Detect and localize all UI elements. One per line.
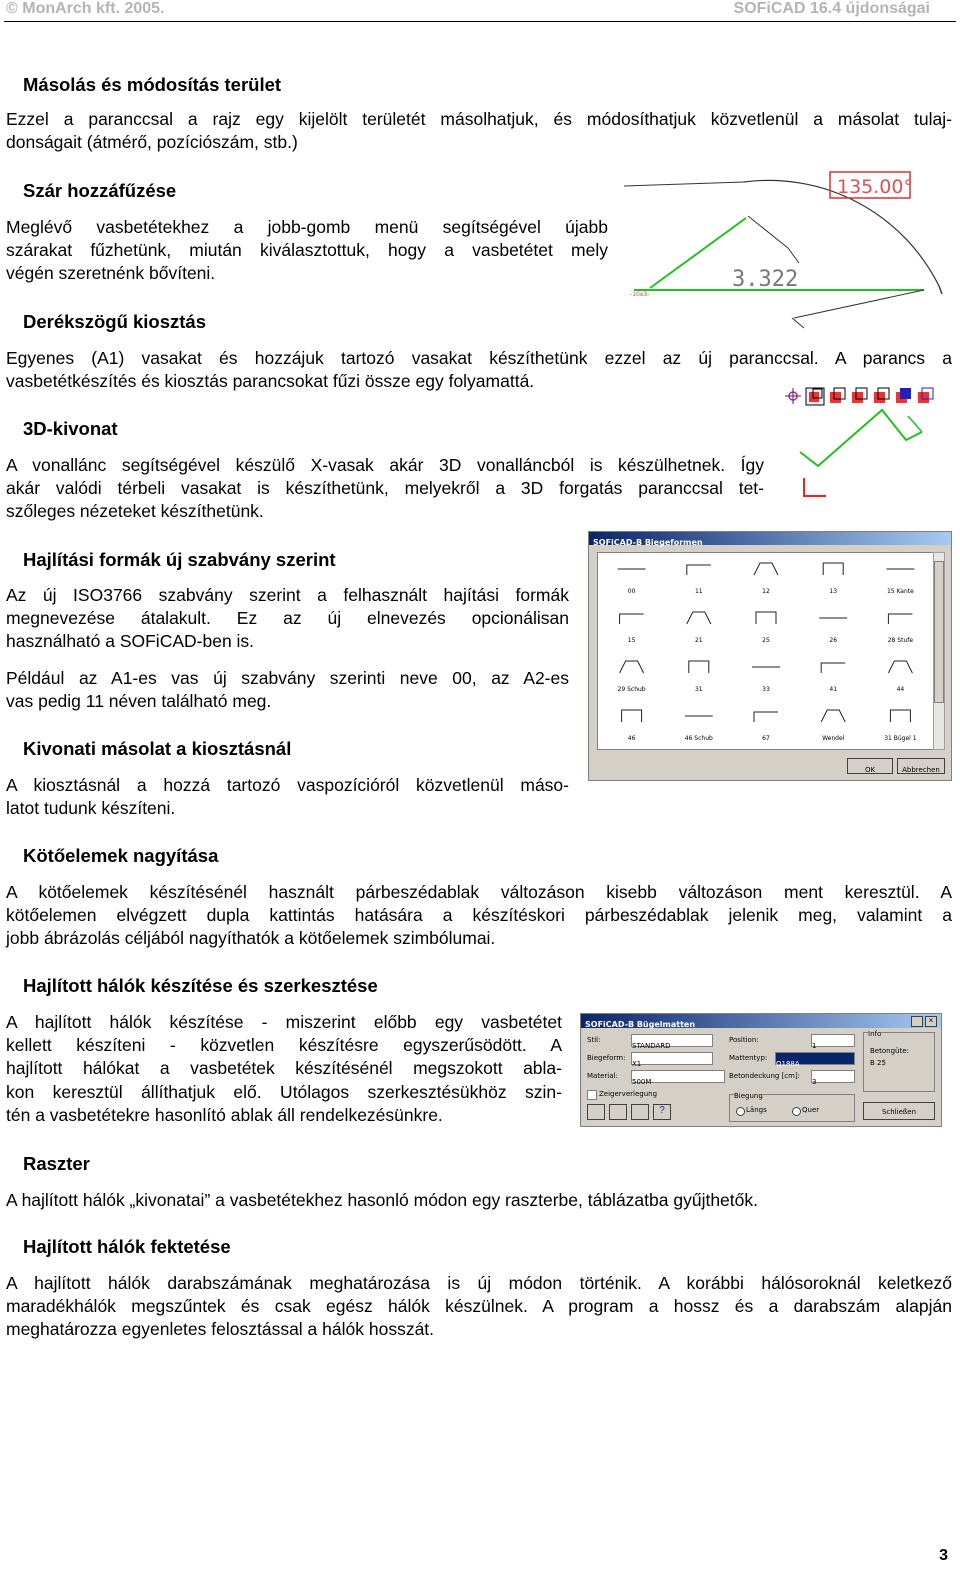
bending-form-code: 13 <box>829 588 838 595</box>
info-label: Info <box>868 1030 882 1038</box>
bending-form-code: 15 Kante <box>886 588 914 595</box>
crosshair-icon <box>785 388 801 404</box>
quer-label: Quer <box>802 1106 820 1114</box>
betondeckung-field[interactable] <box>811 1070 855 1086</box>
stil-value: STANDARD <box>632 1042 671 1050</box>
section-title-hajlitasi: Hajlítási formák új szabvány szerint <box>23 549 336 570</box>
bending-form-shape <box>756 612 776 624</box>
bending-form-code: 26 <box>829 637 838 644</box>
biegung-label: Biegung <box>734 1092 763 1100</box>
text-line: meghatározza egyenletes felosztással a hálók hosszát. <box>6 1319 435 1340</box>
mattentyp-select[interactable] <box>775 1052 855 1068</box>
red-bar <box>804 478 826 496</box>
biegeform-value: X1 <box>632 1060 642 1068</box>
section-body-szar <box>6 216 608 286</box>
text-line: A hajlított hálók készítése - miszerint előbb egy vasbetétet <box>6 1012 562 1032</box>
material-label: Material: <box>587 1072 618 1080</box>
bending-dialog-titlebar <box>589 532 951 545</box>
text-line: szárakat fűzhetünk, miután kiválasztottuk, hogy a vasbetétet mely <box>6 240 608 261</box>
bending-form-code: 12 <box>762 588 770 595</box>
bending-form-shape <box>888 661 912 673</box>
bending-form-shape <box>754 563 778 575</box>
text-line: Az új ISO3766 szabvány szerint a felhasznált hajítási formák <box>6 585 569 605</box>
biegeform-select[interactable] <box>631 1052 713 1068</box>
text-line: megnevezése átalakult. Ez az új elnevezés opcionálisan <box>6 608 569 629</box>
page-number: 3 <box>939 1547 948 1564</box>
schliessen-button[interactable] <box>863 1102 935 1120</box>
bending-form-shape <box>821 663 845 673</box>
bending-form-cell[interactable] <box>821 663 845 693</box>
section-title-hajlitott-halok: Hajlított hálók készítése és szerkesztése <box>23 975 378 996</box>
cube-icon-5 <box>896 388 911 403</box>
bending-form-shape <box>689 661 709 673</box>
quer-radio[interactable] <box>792 1107 801 1116</box>
section-title-kivonati: Kivonati másolat a kiosztásnál <box>23 738 292 759</box>
bending-scrollbar[interactable] <box>933 552 945 750</box>
bending-forms-dialog <box>588 531 952 781</box>
text-line: vasbetétkészítés és kiosztás parancsokat fűzi össze egy folyamattá. <box>6 371 535 392</box>
text-line: A kiosztásnál a hozzá tartozó vaspozícióról közvetlenül máso- <box>6 775 569 795</box>
angle-label: 135.00° <box>837 176 913 198</box>
bending-form-cell[interactable] <box>888 661 912 693</box>
bending-form-cell[interactable] <box>821 710 845 742</box>
bending-form-code: 11 <box>694 588 703 595</box>
text-line: kellett készíteni - közvetlen készítésre egyszerűsödött. A <box>6 1035 562 1056</box>
green-bar <box>800 410 922 466</box>
help-icon[interactable] <box>911 1016 923 1027</box>
text-line: akár valódi térbeli vasakat is készíthetünk, melyekről a 3D forgatás paranccsal tet- <box>6 478 764 499</box>
betondeckung-value: 3 <box>812 1078 817 1086</box>
bending-form-shape <box>821 710 845 722</box>
dimension-line <box>794 290 924 318</box>
mattentyp-value: Q188A <box>776 1060 800 1068</box>
text-line: Ezzel a paranccsal a rajz egy kijelölt területét másolhatjuk, és módosíthatjuk közvetlenül a másolat tulaj- <box>6 109 952 129</box>
ok-button-label: OK <box>864 766 876 774</box>
arc-end-tick <box>939 286 942 294</box>
bending-form-code: 31 <box>694 686 703 693</box>
text-line: hajlított hálókat a vasbetétek készítésénél megszokott abla- <box>6 1058 562 1079</box>
bending-form-code: 28 Stufe <box>887 637 914 644</box>
laengs-label: Längs <box>746 1106 767 1114</box>
section-body-kivonati <box>6 774 569 820</box>
bending-form-cell[interactable] <box>618 569 646 595</box>
section-body-masolas <box>6 108 952 154</box>
cube-icon-2 <box>830 388 845 403</box>
bending-form-cell[interactable] <box>687 565 711 595</box>
bending-form-code: 31 Bügel 1 <box>884 735 917 742</box>
tool-icon-1[interactable] <box>587 1104 605 1120</box>
stil-label: Stil: <box>587 1036 601 1044</box>
bending-form-cell[interactable] <box>685 716 713 742</box>
text-line: jobb ábrázolás céljából nagyíthatók a kötőelemek szimbólumai. <box>6 928 496 949</box>
schliessen-label: Schließen <box>881 1108 917 1116</box>
bending-form-shape <box>620 614 644 624</box>
bending-forms-svg <box>598 553 934 749</box>
section-body-fektetes <box>6 1272 952 1342</box>
section-title-szar: Szár hozzáfűzése <box>23 180 177 201</box>
info-group <box>863 1032 935 1092</box>
bending-form-shape <box>823 563 843 575</box>
section-title-3d-kivonat: 3D-kivonat <box>23 418 118 439</box>
section-title-fektetes: Hajlított hálók fektetése <box>23 1236 231 1257</box>
cube-icon-3 <box>852 388 867 403</box>
biegung-group <box>729 1094 855 1122</box>
bending-form-cell[interactable] <box>888 614 914 644</box>
betonguete-label: Betongüte: <box>870 1047 909 1055</box>
text-line: végén szeretnénk bővíteni. <box>6 263 216 284</box>
text-line: Egyenes (A1) vasakat és hozzájuk tartozó vasakat készíthetünk ezzel az új paranccsal. A parancs a <box>6 348 952 368</box>
bending-form-code: 41 <box>829 686 838 693</box>
small-label: -10x3- <box>630 291 650 298</box>
tool-icon-3[interactable] <box>631 1104 649 1120</box>
text-line: kötőelemen elvégzett dupla kattintás hatására a készítéskori párbeszédablak jelenik meg, valamint a <box>6 905 952 926</box>
bending-form-code: 15 <box>627 637 636 644</box>
text-line: Meglévő vasbetétekhez a jobb-gomb menü segítségével újabb <box>6 217 608 237</box>
laengs-radio[interactable] <box>736 1107 745 1116</box>
mesh-dialog <box>580 1013 942 1127</box>
bending-forms-grid <box>597 552 935 750</box>
bending-form-code: 29 Schub <box>617 686 646 693</box>
dimension-tick <box>792 318 804 328</box>
text-line: vas pedig 11 néven található meg. <box>6 691 272 712</box>
bending-form-cell[interactable] <box>884 710 917 742</box>
bending-form-cell[interactable] <box>689 661 709 693</box>
section-body-raszter <box>6 1189 952 1212</box>
text-line: A vonallánc segítségével készülő X-vasak akár 3D vonalláncból is készülhetnek. Így <box>6 455 764 475</box>
text-line: használható a SOFiCAD-ben is. <box>6 631 255 652</box>
position-field[interactable] <box>811 1034 855 1050</box>
length-label: 3.322 <box>732 267 799 292</box>
mattentyp-label: Mattentyp: <box>729 1054 768 1062</box>
bending-form-shape <box>620 661 644 673</box>
question-icon[interactable]: ? <box>653 1104 671 1120</box>
section-title-masolas: Másolás és módosítás terület <box>23 74 282 95</box>
bending-form-code: 21 <box>694 637 703 644</box>
dimension-line <box>788 248 799 263</box>
bending-form-cell[interactable] <box>687 612 711 644</box>
text-line: Például az A1-es vas új szabvány szerinti neve 00, az A2-es <box>6 668 569 688</box>
green-bar-tick <box>908 416 922 432</box>
section-body-3d-kivonat <box>6 454 764 524</box>
text-line: A hajlított hálók darabszámának meghatározása is új módon történik. A korábbi hálósoroknál keletkező <box>6 1273 952 1293</box>
bending-form-shape <box>622 710 642 722</box>
bending-form-cell[interactable] <box>754 563 778 595</box>
cancel-button[interactable] <box>897 758 945 774</box>
header-right: SOFiCAD 16.4 újdonságai <box>733 0 930 17</box>
bending-form-code: 67 <box>762 735 770 742</box>
bending-form-code: 00 <box>627 588 636 595</box>
bending-form-shape <box>890 710 910 722</box>
material-field[interactable] <box>631 1070 725 1086</box>
biegeform-label: Biegeform: <box>587 1054 626 1062</box>
mesh-dialog-titlebar <box>581 1014 941 1028</box>
leader-line <box>624 182 744 186</box>
bending-form-cell[interactable] <box>622 710 642 742</box>
bending-form-shape <box>754 712 778 722</box>
bending-form-code: 33 <box>762 686 770 693</box>
cube-icon-1 <box>806 388 824 405</box>
bending-form-cell[interactable] <box>756 612 776 644</box>
ok-button[interactable] <box>847 758 893 774</box>
betondeckung-label: Betondeckung [cm]: <box>729 1072 801 1080</box>
bending-form-shape <box>687 612 711 624</box>
bending-form-cell[interactable] <box>823 563 843 595</box>
bending-dialog-title: SOFiCAD-B Biegeformen <box>593 538 703 547</box>
section-body-kotoelemek <box>6 881 952 951</box>
3d-bar-figure <box>798 404 930 504</box>
bending-form-shape <box>888 614 912 624</box>
betonguete-value: B 25 <box>870 1059 886 1067</box>
section-body-hajlitasi-example <box>6 667 569 713</box>
stil-select[interactable] <box>631 1034 713 1050</box>
header-left: © MonArch kft. 2005. <box>6 0 165 17</box>
section-body-hajlitott-halok <box>6 1011 562 1127</box>
text-line: A kötőelemek készítésénél használt párbeszédablak változáson kisebb változáson ment keresztül. A <box>6 882 952 902</box>
dimension-line <box>748 216 788 248</box>
position-label: Position: <box>729 1036 759 1044</box>
mesh-dialog-title: SOFiCAD-B Bügelmatten <box>585 1020 696 1029</box>
section-title-kotoelemek: Kötőelemek nagyítása <box>23 845 219 866</box>
bending-form-code: 25 <box>762 637 770 644</box>
cube-icon-4 <box>874 388 889 403</box>
zeigerverlegung-checkbox[interactable] <box>587 1090 597 1100</box>
bending-form-cell[interactable] <box>754 712 778 742</box>
text-line: szőleges nézeteket készíthetünk. <box>6 501 264 522</box>
text-line: donságait (átmérő, pozíciószám, stb.) <box>6 132 298 153</box>
bending-form-cell[interactable] <box>752 667 780 693</box>
arc-dimension-figure <box>624 168 954 330</box>
bending-form-cell[interactable] <box>886 569 914 595</box>
bending-form-shape <box>687 565 711 575</box>
text-line: A hajlított hálók „kivonatai” a vasbetétekhez hasonló módon egy raszterbe, táblázatba gyűjthetők. <box>6 1190 758 1210</box>
section-title-raszter: Raszter <box>23 1153 90 1174</box>
section-body-hajlitasi <box>6 584 569 654</box>
text-line: kon keresztül állíthatjuk elő. Utólagos szerkesztésükhöz szin- <box>6 1081 562 1102</box>
position-value: 1 <box>812 1042 817 1050</box>
bending-form-cell[interactable] <box>618 661 646 693</box>
cancel-button-label: Abbrechen <box>902 766 940 774</box>
material-value: 500M <box>632 1078 652 1086</box>
close-icon[interactable]: × <box>925 1016 937 1027</box>
text-line: tén a vasbetétekre hasonlító ablak áll rendelkezésünkre. <box>6 1104 443 1125</box>
bending-form-cell[interactable] <box>620 614 644 644</box>
text-line: maradékhálók megszűntek és csak egész hálók készülnek. A program a hossz és a darabszám alapján <box>6 1296 952 1317</box>
bending-form-code: 46 Schub <box>684 735 713 742</box>
zeigerverlegung-label: Zeigerverlegung <box>599 1090 658 1098</box>
bending-form-code: 44 <box>896 686 905 693</box>
text-line: latot tudunk készíteni. <box>6 798 176 819</box>
bending-form-code: Wendel <box>822 735 845 742</box>
bending-form-code: 46 <box>627 735 636 742</box>
scroll-thumb[interactable] <box>934 561 944 703</box>
section-title-derekszogu: Derékszögű kiosztás <box>23 311 207 332</box>
tool-icon-2[interactable] <box>609 1104 627 1120</box>
cube-icon-6 <box>918 388 933 403</box>
header-rule <box>4 21 956 22</box>
bending-form-cell[interactable] <box>819 618 847 644</box>
